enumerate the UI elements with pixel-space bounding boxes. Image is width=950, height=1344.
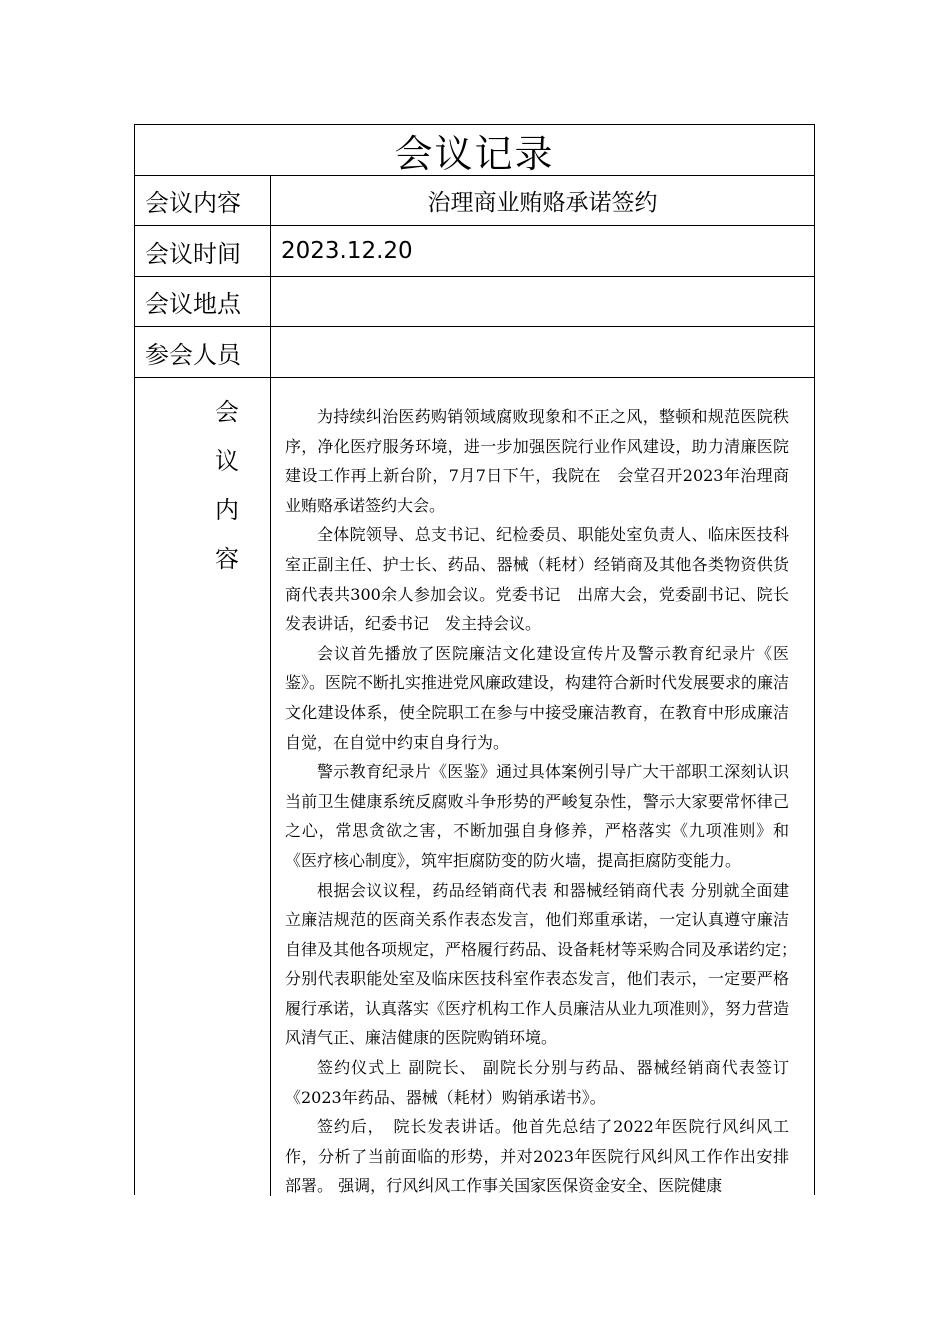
- time-value: 2023.12.20: [281, 238, 413, 264]
- content-paragraph: 为持续纠治医药购销领域腐败现象和不正之风，整顿和规范医院秩序，净化医疗服务环境，进一步加强医院行业作风建设，助力清廉医院建设工作再上新台阶，7月7日下午，我院在 会堂召开2023年治理商业贿赂承诺签约大会。: [285, 407, 789, 515]
- content-label-char: 容: [215, 545, 239, 573]
- content-paragraph: 全体院领导、总支书记、纪检委员、职能处室负责人、临床医技科室正副主任、护士长、药品、器械（耗材）经销商及其他各类物资供货商代表共300余人参加会议。党委书记 出席大会，党委副书记、院长 发表讲话，纪委书记 发主持会议。: [285, 525, 806, 634]
- time-label: 会议时间: [135, 226, 271, 276]
- attendees-value: [271, 327, 814, 377]
- meeting-content-text: [285, 402, 806, 1201]
- content-label: [135, 378, 271, 1196]
- title-row: [135, 125, 814, 176]
- document-title: 会议记录: [394, 131, 555, 176]
- topic-row: [135, 176, 814, 226]
- content-paragraph: 会议首先播放了医院廉洁文化建设宣传片及警示教育纪录片《医鉴》。医院不断扎实推进党风廉政建设，构建符合新时代发展要求的廉洁文化建设体系，使全院职工在参与中接受廉洁教育，在教育中形成廉洁自觉，在自觉中约束自身行为。: [285, 643, 790, 752]
- content-paragraph: 警示教育纪录片《医鉴》通过具体案例引导广大干部职工深刻认识当前卫生健康系统反腐败斗争形势的严峻复杂性，警示大家要常怀律己之心，常思贪欲之害，不断加强自身修养，严格落实《九项准则》和《医疗核心制度》，筑牢拒腐防变的防火墙，提高拒腐防变能力。: [285, 762, 789, 870]
- content-paragraph: 签约后， 院长发表讲话。他首先总结了2022年医院行风纠风工作，分析了当前面临的形势，并对2023年医院行风纠风工作作出安排部署。 强调，行风纠风工作事关国家医保资金安全、医院健康: [285, 1117, 789, 1196]
- content-paragraph: 签约仪式上 副院长、 副院长分别与药品、器械经销商代表签订《2023年药品、器械（耗材）购销承诺书》。: [285, 1058, 789, 1107]
- topic-value: 治理商业贿赂承诺签约: [427, 190, 658, 216]
- meeting-record-form: [134, 124, 815, 1195]
- content-row: [135, 378, 814, 1196]
- time-row: [135, 226, 814, 277]
- content-label-char: 内: [215, 496, 239, 524]
- content-paragraph: 根据会议议程，药品经销商代表 和器械经销商代表 分别就全面建立廉洁规范的医商关系作表态发言，他们郑重承诺，一定认真遵守廉洁自律及其他各项规定，严格履行药品、设备耗材等采购合同及承诺约定； 分别代表职能处室及临床医技科室作表态发言，他们表示，一定要严格履行承诺，认真落实《医疗机构工作人员廉洁从业九项准则》，努力营造风清气正、廉洁健康的医院购销环境。: [285, 880, 806, 1048]
- attendees-label: 参会人员: [135, 327, 271, 377]
- topic-label: 会议内容: [135, 176, 271, 225]
- content-label-char: 议: [215, 447, 239, 475]
- attendees-row: [135, 327, 814, 378]
- place-row: [135, 277, 814, 327]
- place-label: 会议地点: [135, 277, 271, 326]
- place-value: [271, 277, 814, 326]
- content-label-char: 会: [215, 398, 239, 426]
